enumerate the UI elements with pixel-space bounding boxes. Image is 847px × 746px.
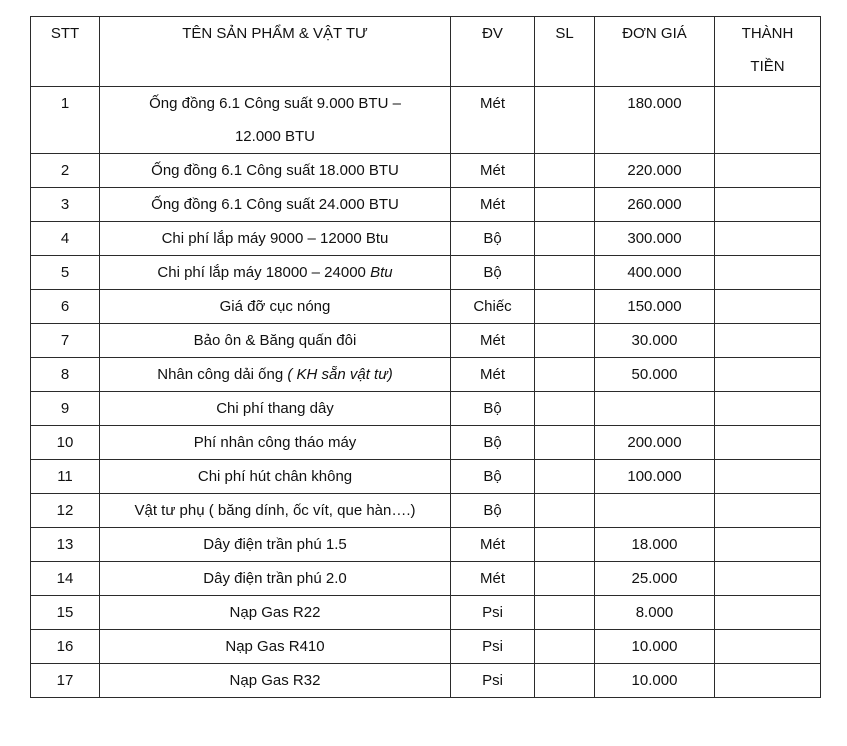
cell-unit: Chiếc [451,290,535,324]
cell-unit: Bộ [451,426,535,460]
cell-unit: Mét [451,188,535,222]
cell-total [715,596,821,630]
cell-stt: 12 [31,494,100,528]
cell-unit-price [595,494,715,528]
cell-total [715,562,821,596]
cell-product-name: Ống đồng 6.1 Công suất 24.000 BTU [100,188,451,222]
cell-product-name: Bảo ôn & Băng quấn đôi [100,324,451,358]
table-row [31,664,821,698]
table-row [31,562,821,596]
cell-product-name: Chi phí lắp máy 9000 – 12000 Btu [100,222,451,256]
cell-unit: Mét [451,87,535,154]
header-quantity: SL [535,17,595,87]
table-row [31,256,821,290]
cell-quantity [535,426,595,460]
cell-product-name: Vật tư phụ ( băng dính, ốc vít, que hàn….) [100,494,451,528]
table-body [31,87,821,698]
cell-unit: Psi [451,630,535,664]
cell-stt: 5 [31,256,100,290]
cell-product-name [100,87,451,154]
cell-unit: Bộ [451,494,535,528]
cell-quantity [535,188,595,222]
cell-stt: 15 [31,596,100,630]
cell-total [715,358,821,392]
cell-stt: 8 [31,358,100,392]
header-stt: STT [31,17,100,87]
cell-unit-price: 260.000 [595,188,715,222]
cell-quantity [535,358,595,392]
table-row [31,528,821,562]
cell-quantity [535,154,595,188]
cell-stt: 2 [31,154,100,188]
cell-product-name: Giá đỡ cục nóng [100,290,451,324]
cell-product-name-text: Nhân công dải ống [157,366,288,383]
cell-quantity [535,222,595,256]
header-row [31,17,821,87]
cell-unit: Mét [451,324,535,358]
cell-product-name: Ống đồng 6.1 Công suất 18.000 BTU [100,154,451,188]
cell-unit-price: 200.000 [595,426,715,460]
cell-total [715,664,821,698]
cell-product-name: Dây điện trần phú 1.5 [100,528,451,562]
table-row [31,324,821,358]
cell-stt: 9 [31,392,100,426]
table-row [31,358,821,392]
cell-unit: Bộ [451,222,535,256]
cell-product-name: Nạp Gas R410 [100,630,451,664]
table-row [31,596,821,630]
cell-total [715,222,821,256]
cell-product-name: Phí nhân công tháo máy [100,426,451,460]
cell-stt: 4 [31,222,100,256]
table-row [31,154,821,188]
cell-stt: 13 [31,528,100,562]
cell-product-name [100,358,451,392]
cell-unit-price: 10.000 [595,630,715,664]
table-row [31,87,821,154]
cell-product-name-italic: Btu [370,264,393,281]
cell-unit: Mét [451,528,535,562]
cell-unit: Mét [451,562,535,596]
table-row [31,392,821,426]
cell-quantity [535,460,595,494]
cell-quantity [535,664,595,698]
table-row [31,188,821,222]
cell-product-name: Chi phí thang dây [100,392,451,426]
cell-quantity [535,87,595,154]
cell-quantity [535,596,595,630]
cell-product-name: Chi phí hút chân không [100,460,451,494]
cell-unit: Mét [451,154,535,188]
header-unit: ĐV [451,17,535,87]
table-row [31,494,821,528]
cell-unit-price: 50.000 [595,358,715,392]
cell-quantity [535,392,595,426]
cell-unit: Bộ [451,460,535,494]
cell-unit-price: 220.000 [595,154,715,188]
cell-total [715,188,821,222]
price-table [30,16,821,698]
cell-quantity [535,494,595,528]
cell-unit-price: 100.000 [595,460,715,494]
cell-total [715,528,821,562]
cell-unit: Psi [451,664,535,698]
cell-quantity [535,562,595,596]
cell-unit-price: 400.000 [595,256,715,290]
cell-unit-price: 30.000 [595,324,715,358]
cell-unit-price: 25.000 [595,562,715,596]
header-total-line2: TIỀN [750,58,785,75]
cell-unit-price: 8.000 [595,596,715,630]
cell-product-name [100,256,451,290]
header-total-line1: THÀNH [741,25,794,42]
cell-total [715,256,821,290]
cell-unit-price: 18.000 [595,528,715,562]
cell-unit: Mét [451,358,535,392]
cell-unit-price: 180.000 [595,87,715,154]
cell-unit-price: 10.000 [595,664,715,698]
cell-unit-price: 300.000 [595,222,715,256]
cell-total [715,290,821,324]
cell-unit-price [595,392,715,426]
cell-stt: 16 [31,630,100,664]
header-product-name: TÊN SẢN PHẨM & VẬT TƯ [100,17,451,87]
cell-stt: 7 [31,324,100,358]
cell-quantity [535,324,595,358]
cell-total [715,494,821,528]
cell-total [715,324,821,358]
table-row [31,460,821,494]
cell-quantity [535,528,595,562]
cell-stt: 17 [31,664,100,698]
cell-product-name: Nạp Gas R32 [100,664,451,698]
table-row [31,426,821,460]
cell-quantity [535,630,595,664]
cell-stt: 14 [31,562,100,596]
cell-stt: 1 [31,87,100,154]
cell-product-name-line1: Ống đồng 6.1 Công suất 9.000 BTU – [149,95,401,112]
table-row [31,290,821,324]
cell-product-name-line2: 12.000 BTU [234,128,316,145]
cell-stt: 10 [31,426,100,460]
cell-product-name: Nạp Gas R22 [100,596,451,630]
cell-total [715,426,821,460]
cell-product-name: Dây điện trần phú 2.0 [100,562,451,596]
cell-unit: Psi [451,596,535,630]
cell-unit: Bộ [451,256,535,290]
cell-unit: Bộ [451,392,535,426]
cell-stt: 11 [31,460,100,494]
cell-total [715,87,821,154]
table-row [31,630,821,664]
cell-product-name-italic: ( KH sẵn vật tư) [287,366,393,383]
cell-unit-price: 150.000 [595,290,715,324]
header-unit-price: ĐƠN GIÁ [595,17,715,87]
cell-total [715,630,821,664]
cell-quantity [535,290,595,324]
cell-total [715,460,821,494]
cell-quantity [535,256,595,290]
table-row [31,222,821,256]
cell-total [715,154,821,188]
cell-total [715,392,821,426]
cell-stt: 3 [31,188,100,222]
cell-stt: 6 [31,290,100,324]
table-header [31,17,821,87]
cell-product-name-text: Chi phí lắp máy 18000 – 24000 [157,264,371,281]
header-total [715,17,821,87]
